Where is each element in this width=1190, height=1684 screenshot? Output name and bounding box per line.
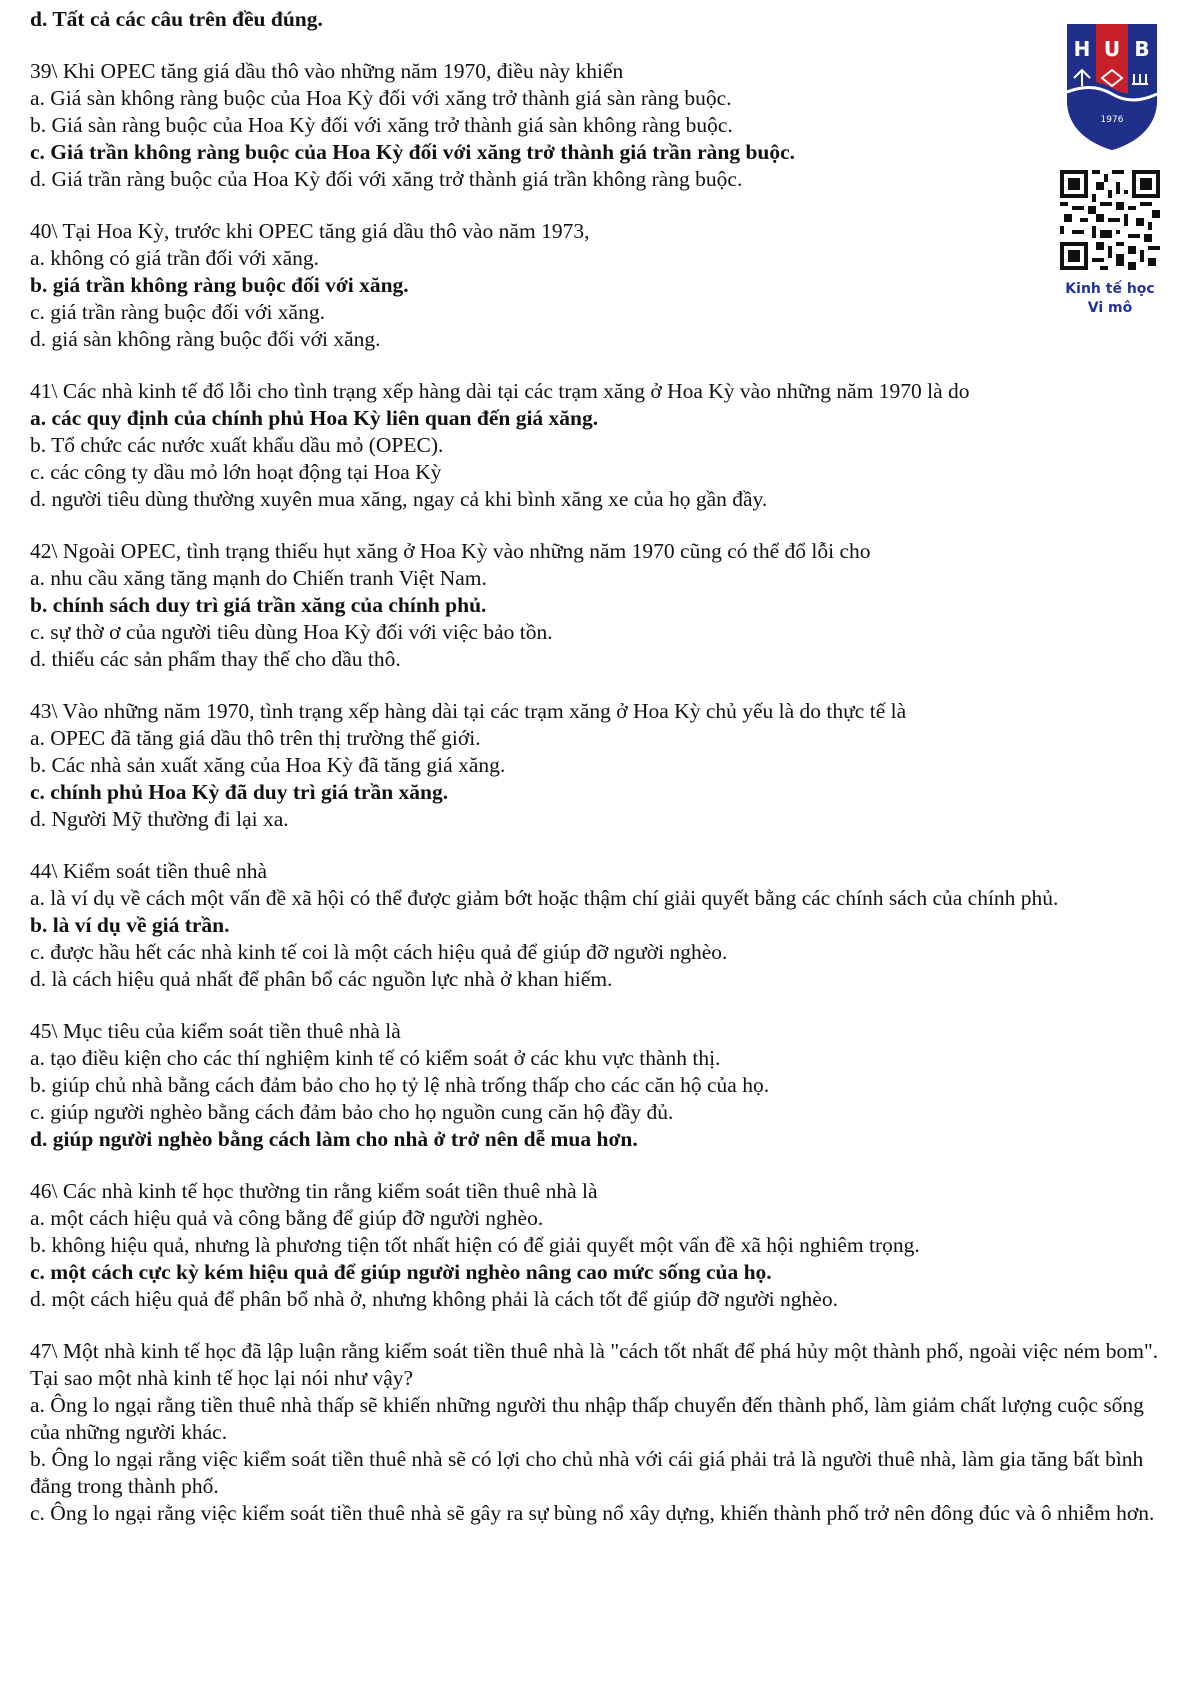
answer-option: c. sự thờ ơ của người tiêu dùng Hoa Kỳ đối với việc bảo tồn.	[30, 620, 553, 644]
answer-option: b. Ông lo ngại rằng việc kiểm soát tiền thuê nhà sẽ có lợi cho chủ nhà với cái giá phải trả là người thuê nhà, làm gia tăng bất bình đẳng trong thành phố.	[30, 1447, 1144, 1498]
answer-option: a. Giá sàn không ràng buộc của Hoa Kỳ đối với xăng trở thành giá sàn ràng buộc.	[30, 86, 732, 110]
answer-option: c. các công ty dầu mỏ lớn hoạt động tại Hoa Kỳ	[30, 460, 442, 484]
answer-option: a. Ông lo ngại rằng tiền thuê nhà thấp sẽ khiến những người thu nhập thấp chuyển đến thành phố, làm giảm chất lượng cuộc sống của những người khác.	[30, 1393, 1144, 1444]
answer-option: a. là ví dụ về cách một vấn đề xã hội có thể được giảm bớt hoặc thậm chí giải quyết bằng các chính sách của chính phủ.	[30, 886, 1059, 910]
logo-year: 1976	[1100, 115, 1124, 125]
question-text: 40\ Tại Hoa Kỳ, trước khi OPEC tăng giá dầu thô vào năm 1973,	[30, 219, 590, 243]
question-text: 42\ Ngoài OPEC, tình trạng thiếu hụt xăng ở Hoa Kỳ vào những năm 1970 cũng có thể đổ lỗi cho	[30, 539, 871, 563]
answer-option-correct: d. giúp người nghèo bằng cách làm cho nhà ở trở nên dễ mua hơn.	[30, 1127, 638, 1151]
logo-caption-line1: Kinh tế học	[1065, 281, 1155, 297]
answer-option: a. một cách hiệu quả và công bằng để giúp đỡ người nghèo.	[30, 1206, 544, 1230]
question-text: 39\ Khi OPEC tăng giá dầu thô vào những năm 1970, điều này khiến	[30, 59, 624, 83]
answer-option-correct: c. chính phủ Hoa Kỳ đã duy trì giá trần xăng.	[30, 780, 449, 804]
answer-option: d. giá sàn không ràng buộc đối với xăng.	[30, 327, 381, 351]
answer-option: d. người tiêu dùng thường xuyên mua xăng, ngay cả khi bình xăng xe của họ gần đầy.	[30, 487, 768, 511]
question-block	[30, 218, 1165, 353]
logo-letter-h: H	[1073, 37, 1091, 61]
answer-option: b. Giá sàn ràng buộc của Hoa Kỳ đối với xăng trở thành giá sàn không ràng buộc.	[30, 113, 733, 137]
answer-option: b. Các nhà sản xuất xăng của Hoa Kỳ đã tăng giá xăng.	[30, 753, 506, 777]
logo-caption-line2: Vi mô	[1087, 300, 1133, 316]
answer-option: d. thiếu các sản phẩm thay thế cho dầu thô.	[30, 647, 401, 671]
answer-option: c. giá trần ràng buộc đối với xăng.	[30, 300, 325, 324]
question-block	[30, 1178, 1165, 1313]
question-text: 45\ Mục tiêu của kiểm soát tiền thuê nhà là	[30, 1019, 401, 1043]
answer-option-correct: b. là ví dụ về giá trần.	[30, 913, 230, 937]
question-block	[30, 698, 1165, 833]
answer-option: c. Ông lo ngại rằng việc kiểm soát tiền thuê nhà sẽ gây ra sự bùng nổ xây dựng, khiến thành phố trở nên đông đúc và ô nhiễm hơn.	[30, 1501, 1155, 1525]
answer-option: b. không hiệu quả, nhưng là phương tiện tốt nhất hiện có để giải quyết một vấn đề xã hội nghiêm trọng.	[30, 1233, 920, 1257]
answer-option: b. giúp chủ nhà bằng cách đảm bảo cho họ tỷ lệ nhà trống thấp cho các căn hộ của họ.	[30, 1073, 770, 1097]
answer-option: a. nhu cầu xăng tăng mạnh do Chiến tranh Việt Nam.	[30, 566, 487, 590]
answer-option: d. Giá trần ràng buộc của Hoa Kỳ đối với xăng trở thành giá trần không ràng buộc.	[30, 167, 743, 191]
question-block	[30, 58, 1165, 193]
answer-option-correct: b. chính sách duy trì giá trần xăng của chính phủ.	[30, 593, 487, 617]
logo-letter-b: B	[1134, 37, 1150, 61]
question-text: 47\ Một nhà kinh tế học đã lập luận rằng kiểm soát tiền thuê nhà là "cách tốt nhất để phá hủy một thành phố, ngoài việc ném bom". Tại sao một nhà kinh tế học lại nói như vậy?	[30, 1339, 1159, 1390]
document-body	[30, 6, 1165, 1527]
question-block	[30, 538, 1165, 673]
answer-option-correct: a. các quy định của chính phủ Hoa Kỳ liên quan đến giá xăng.	[30, 406, 599, 430]
logo-letter-u: U	[1103, 37, 1121, 61]
question-text: 41\ Các nhà kinh tế đổ lỗi cho tình trạng xếp hàng dài tại các trạm xăng ở Hoa Kỳ vào những năm 1970 là do	[30, 379, 970, 403]
intro-answer: d. Tất cả các câu trên đều đúng.	[30, 7, 323, 31]
answer-option: a. không có giá trần đối với xăng.	[30, 246, 320, 270]
answer-option-correct: c. một cách cực kỳ kém hiệu quả để giúp người nghèo nâng cao mức sống của họ.	[30, 1260, 772, 1284]
answer-option: d. Người Mỹ thường đi lại xa.	[30, 807, 289, 831]
question-text: 43\ Vào những năm 1970, tình trạng xếp hàng dài tại các trạm xăng ở Hoa Kỳ chủ yếu là do thực tế là	[30, 699, 907, 723]
answer-option: c. giúp người nghèo bằng cách đảm bảo cho họ nguồn cung căn hộ đầy đủ.	[30, 1100, 674, 1124]
question-text: 46\ Các nhà kinh tế học thường tin rằng kiểm soát tiền thuê nhà là	[30, 1179, 598, 1203]
answer-option: d. một cách hiệu quả để phân bổ nhà ở, nhưng không phải là cách tốt để giúp đỡ người nghèo.	[30, 1287, 838, 1311]
answer-option: b. Tổ chức các nước xuất khẩu dầu mỏ (OPEC).	[30, 433, 444, 457]
question-block	[30, 858, 1165, 993]
answer-option: c. được hầu hết các nhà kinh tế coi là một cách hiệu quả để giúp đỡ người nghèo.	[30, 940, 728, 964]
answer-option-correct: b. giá trần không ràng buộc đối với xăng.	[30, 273, 409, 297]
answer-option: a. tạo điều kiện cho các thí nghiệm kinh tế có kiểm soát ở các khu vực thành thị.	[30, 1046, 721, 1070]
question-list	[30, 58, 1165, 1527]
question-block	[30, 378, 1165, 513]
question-text: 44\ Kiểm soát tiền thuê nhà	[30, 859, 268, 883]
question-block	[30, 1018, 1165, 1153]
answer-option-correct: c. Giá trần không ràng buộc của Hoa Kỳ đối với xăng trở thành giá trần ràng buộc.	[30, 140, 796, 164]
answer-option: a. OPEC đã tăng giá dầu thô trên thị trường thế giới.	[30, 726, 481, 750]
answer-option: d. là cách hiệu quả nhất để phân bổ các nguồn lực nhà ở khan hiếm.	[30, 967, 613, 991]
question-block	[30, 1338, 1165, 1527]
